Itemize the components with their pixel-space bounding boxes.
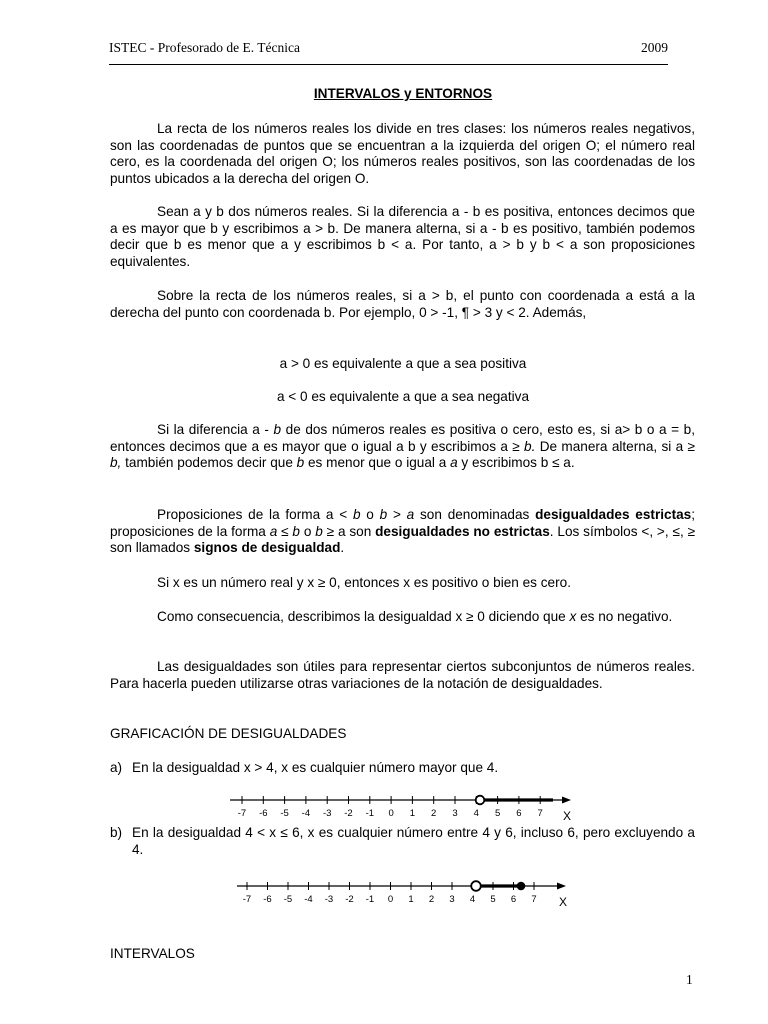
open-endpoint-4 <box>476 796 485 805</box>
example-b-text: En la desigualdad 4 < x ≤ 6, x es cualquier número entre 4 y 6, incluso 6, pero excluyendo a 4. <box>132 825 695 857</box>
tick-label: 2 <box>428 894 435 905</box>
tick-label: -1 <box>365 808 375 819</box>
tick-label: 7 <box>537 808 543 819</box>
paragraph-inequality-types: Proposiciones de la forma a < b o b > a son denominadas desigualdades estrictas; proposiciones de la forma a ≤ b o b ≥ a son desigualdades no estrictas. Los símbolos <, >, ≤, ≥ son llamados signos de desigualdad. <box>110 507 696 556</box>
equivalence-negative: a < 0 es equivalente a que a sea negativa <box>276 389 530 404</box>
tick-label: -2 <box>345 894 354 905</box>
tick-label: -1 <box>365 894 375 905</box>
tick-label: -3 <box>324 894 334 905</box>
tick-label: -7 <box>242 894 252 905</box>
term-inequality-signs: signos de desigualdad <box>193 540 341 556</box>
tick-label: -5 <box>283 894 293 905</box>
page-number: 1 <box>686 972 693 987</box>
section-heading-intervals: INTERVALOS <box>110 946 195 961</box>
paragraph-example: Sobre la recta de los números reales, si a > b, el punto con coordenada a está a la derecha del punto con coordenada b. Por ejemplo, 0 > -1, ¶ > 3 y < 2. Además, <box>110 288 695 320</box>
page-title: INTERVALOS y ENTORNOS <box>313 86 493 101</box>
header-year: 2009 <box>641 40 668 55</box>
tick-label: -4 <box>304 894 313 905</box>
section-heading-graphing: GRAFICACIÓN DE DESIGUALDADES <box>110 726 347 741</box>
tick-label: -5 <box>280 808 289 819</box>
paragraph-non-strict: Si la diferencia a - b de dos números reales es positiva o cero, esto es, si a> b o a = b, entonces decimos que a es mayor que o igual a b y escribimos a ≥ b. De manera alterna, si a ≥ b, también podemos decir que b es menor que o igual a a y escribimos b ≤ a. <box>110 422 696 471</box>
tick-label: 3 <box>449 894 455 905</box>
tick-label: 1 <box>408 894 414 905</box>
paragraph-nonnegative-def: Si x es un número real y x ≥ 0, entonces x es positivo o bien es cero. <box>157 575 571 590</box>
paragraph-subsets: Las desigualdades son útiles para representar ciertos subconjuntos de números reales. Para hacerla pueden utilizarse otras variaciones de la notación de desigualdades. <box>110 659 695 691</box>
tick-label: 0 <box>388 808 394 819</box>
tick-label: 1 <box>409 808 416 819</box>
example-a-label: a) <box>110 760 123 775</box>
tick-label: 5 <box>494 808 501 819</box>
equivalence-positive: a > 0 es equivalente a que a sea positiva <box>279 356 527 371</box>
tick-label: 5 <box>490 894 496 905</box>
paragraph-nonnegative: Como consecuencia, describimos la desigualdad x ≥ 0 diciendo que x es no negativo. <box>157 609 673 624</box>
tick-label: 3 <box>452 808 458 819</box>
tick-label: 7 <box>531 894 537 905</box>
paragraph-order: Sean a y b dos números reales. Si la diferencia a - b es positiva, entonces decimos que a es mayor que b y escribimos a > b. De manera alterna, si a - b es positivo, también podemos decir que b es menor que a y escribimos b < a. Por tanto, a > b y b < a son proposiciones equivalentes. <box>110 204 695 269</box>
tick-label: 0 <box>387 894 394 905</box>
closed-endpoint-6 <box>517 882 526 891</box>
tick-label: -3 <box>322 808 332 819</box>
tick-label: -6 <box>263 894 272 905</box>
tick-label: -2 <box>344 808 353 819</box>
open-endpoint-4 <box>471 881 481 891</box>
header-institution: ISTEC - Profesorado de E. Técnica <box>109 40 300 55</box>
tick-label: 4 <box>469 894 476 905</box>
example-b-label: b) <box>110 825 123 840</box>
tick-label: 2 <box>431 808 437 819</box>
number-line-b <box>237 881 567 909</box>
term-non-strict: desigualdades no estrictas <box>375 523 550 539</box>
tick-label: -6 <box>259 808 268 819</box>
tick-label: 6 <box>516 808 522 819</box>
number-line-a <box>230 796 571 823</box>
tick-label: -4 <box>301 808 311 819</box>
tick-label: -7 <box>237 808 247 819</box>
axis-label-x: X <box>559 895 568 909</box>
axis-label-x: X <box>563 809 572 823</box>
tick-label: 4 <box>473 808 479 819</box>
term-strict: desigualdades estrictas <box>535 507 692 522</box>
example-a-text: En la desigualdad x > 4, x es cualquier número mayor que 4. <box>132 760 499 775</box>
arrow-head <box>562 797 571 804</box>
tick-label: 6 <box>510 894 517 905</box>
arrow-head <box>557 883 566 890</box>
paragraph-real-line: La recta de los números reales los divide en tres clases: los números reales negativos, son las coordenadas de puntos que se encuentran a la izquierda del origen O; el número real cero, es la coordenada del origen O; los números reales positivos, son las coordenadas de los puntos ubicados a la derecha del origen O. <box>110 121 695 186</box>
